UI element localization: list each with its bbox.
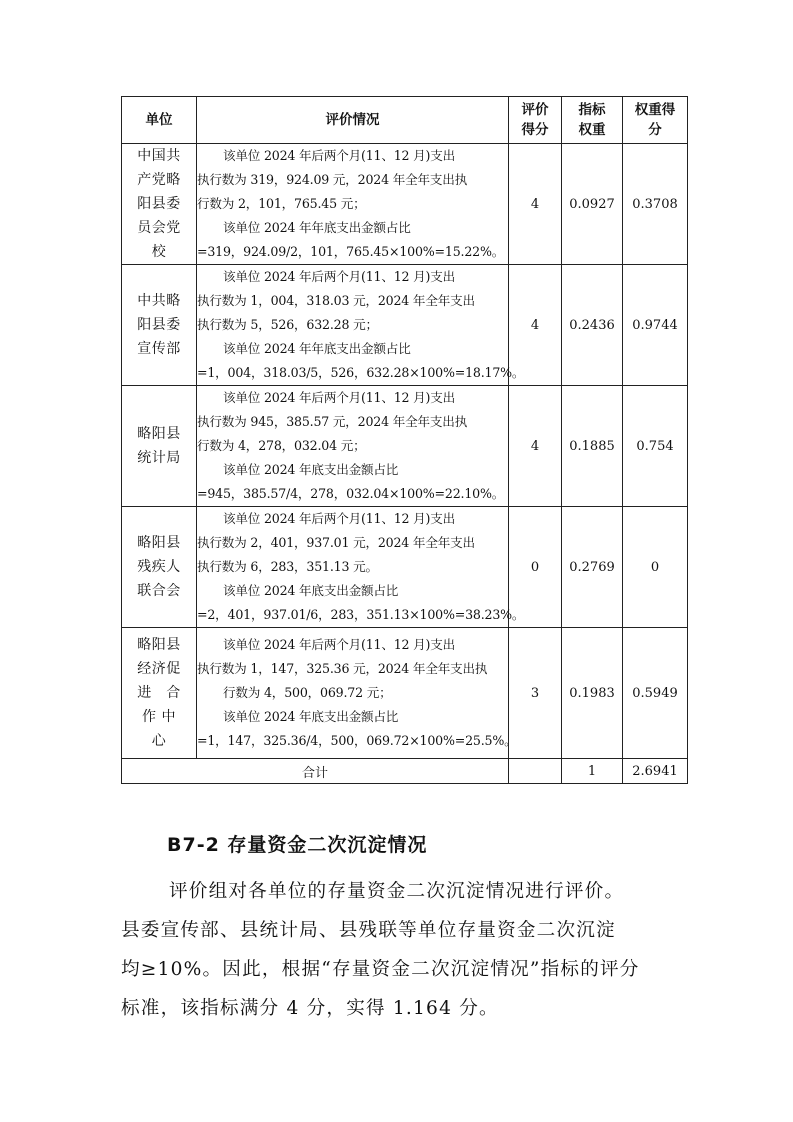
unit-cell: 中共略 阳县委 宣传部 [122,265,197,386]
unit-cell: 略阳县 经济促 进 合 作 中 心 [122,628,197,759]
weighted-score-cell: 0.754 [623,386,688,507]
evaluation-cell: 该单位 2024 年后两个月(11、12 月)支出 执行数为 1，147，325.36 元，2024 年全年支出执 行数为 4，500，069.72 元； 该单位 2024 年底支出金额占比 =1，147，325.36/4，500，069.72×100%=25.5%。 [197,628,509,759]
table-row [122,507,688,628]
score-cell: 4 [509,144,562,265]
score-cell: 0 [509,507,562,628]
evaluation-cell: 该单位 2024 年后两个月(11、12 月)支出 执行数为 1，004，318.03 元，2024 年全年支出 执行数为 5，526，632.28 元； 该单位 2024 年年底支出金额占比 =1，004，318.03/5，526，632.28×100%=18.17%。 [197,265,509,386]
header-score: 评价 得分 [509,97,562,144]
weight-cell: 0.2769 [562,507,623,628]
total-weighted-score-cell: 2.6941 [623,759,688,784]
total-weight-cell: 1 [562,759,623,784]
score-cell: 4 [509,265,562,386]
table-row [122,628,688,759]
header-weight: 指标 权重 [562,97,623,144]
score-cell: 3 [509,628,562,759]
weight-cell: 0.1885 [562,386,623,507]
score-cell: 4 [509,386,562,507]
weighted-score-cell: 0.9744 [623,265,688,386]
section-paragraph [121,872,687,1028]
table-row [122,386,688,507]
paragraph-line: 均≥10%。因此，根据“存量资金二次沉淀情况”指标的评分 [121,959,640,980]
section-heading: B7-2 存量资金二次沉淀情况 [167,834,428,856]
evaluation-cell: 该单位 2024 年后两个月(11、12 月)支出 执行数为 319，924.09 元，2024 年全年支出执 行数为 2，101，765.45 元； 该单位 2024 年年底支出金额占比 =319，924.09/2，101，765.45×100%=15.22%。 [197,144,509,265]
weighted-score-cell: 0 [623,507,688,628]
paragraph-line: 评价组对各单位的存量资金二次沉淀情况进行评价。 [169,881,625,902]
paragraph-line: 标准，该指标满分 4 分，实得 1.164 分。 [121,998,499,1019]
unit-cell: 略阳县 残疾人 联合会 [122,507,197,628]
header-evaluation: 评价情况 [197,97,509,144]
table-row [122,144,688,265]
paragraph-line: 县委宣传部、县统计局、县残联等单位存量资金二次沉淀 [121,920,616,941]
unit-cell: 中国共 产党略 阳县委 员会党 校 [122,144,197,265]
weight-cell: 0.2436 [562,265,623,386]
total-label: 合计 [122,759,509,784]
header-unit: 单位 [122,97,197,144]
evaluation-cell: 该单位 2024 年后两个月(11、12 月)支出 执行数为 945，385.57 元，2024 年全年支出执 行数为 4，278，032.04 元； 该单位 2024 年底支出金额占比 =945，385.57/4，278，032.04×100%=22.10%。 [197,386,509,507]
weighted-score-cell: 0.5949 [623,628,688,759]
weight-cell: 0.1983 [562,628,623,759]
weighted-score-cell: 0.3708 [623,144,688,265]
table-header-row [122,97,688,144]
table-row [122,265,688,386]
header-weighted-score: 权重得 分 [623,97,688,144]
total-score-cell [509,759,562,784]
total-row [122,759,688,784]
evaluation-cell: 该单位 2024 年后两个月(11、12 月)支出 执行数为 2，401，937.01 元，2024 年全年支出 执行数为 6，283，351.13 元。 该单位 2024 年底支出金额占比 =2，401，937.01/6，283，351.13×100%=38.23%。 [197,507,509,628]
evaluation-table [121,96,688,784]
weight-cell: 0.0927 [562,144,623,265]
unit-cell: 略阳县 统计局 [122,386,197,507]
